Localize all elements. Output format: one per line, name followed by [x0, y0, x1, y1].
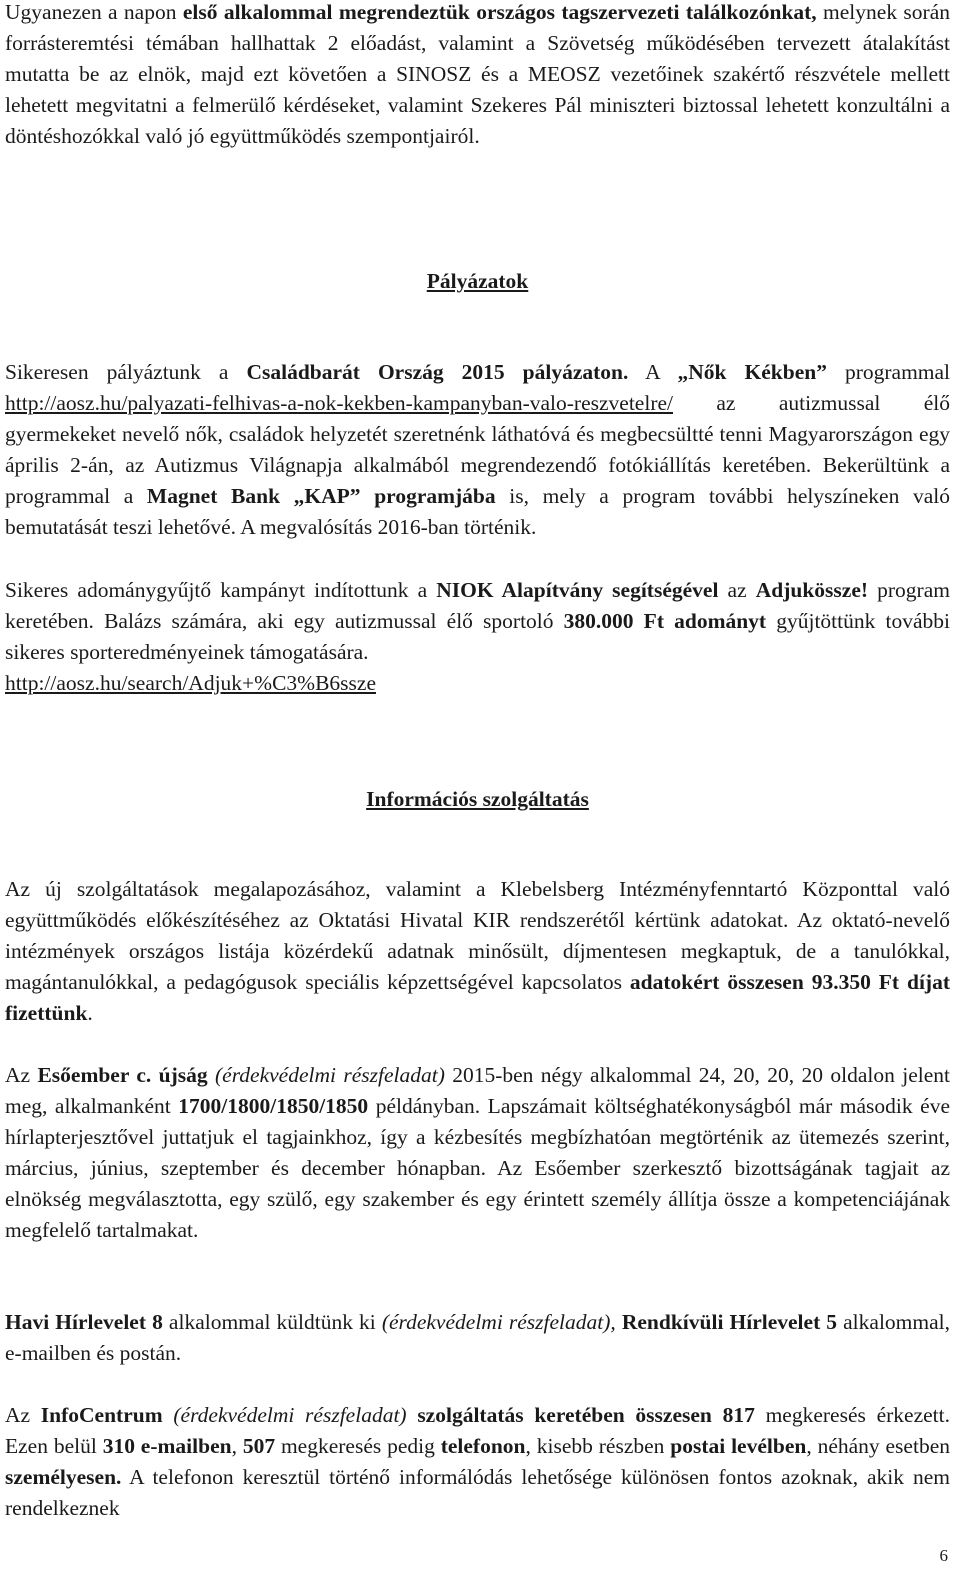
informacios-paragraph-2: [5, 1060, 950, 1246]
bold-span: 380.000 Ft adományt: [563, 609, 767, 633]
text-span: Az új szolgáltatások megalapozásához, valamint a Klebelsberg Intézményfenntartó Központtal való együttműködés előkészítéséhez az Oktatási Hivatal KIR rendszerétől kértünk adatokat. Az oktató-nevelő intézmények országos listája közérdekű adatnak minősült, díjmentesen megkaptuk, de a tanulókkal, magántanulókkal, a pedagógusok speciális képzettségével kapcsolatos: [5, 877, 950, 994]
bold-span: Esőember c. újság: [37, 1063, 208, 1087]
bold-span: Magnet Bank „KAP” programjába: [146, 484, 496, 508]
text-span: , kisebb részben: [525, 1434, 671, 1458]
text-span: az autizmussal élő gyermekeket nevelő nők, családok helyzetét szeretnénk láthatóvá és megbecsültté tenni Magyarországon egy április 2-án, az Autizmus Világnapja alkalmából megrendezendő fotókiállítás keretében. Bekerültünk a programmal a: [5, 391, 950, 508]
text-span: alkalommal küldtünk ki: [162, 1310, 382, 1334]
text-span: program keretében. Balázs számára, aki egy autizmussal élő sportoló: [5, 578, 950, 633]
text-span: 2015-ben négy alkalommal 24, 20, 20, 20 oldalon jelent meg, alkalmanként: [5, 1063, 950, 1118]
bold-span: 507: [242, 1434, 276, 1458]
page-number: 6: [939, 1546, 948, 1565]
italic-span: (érdekvédelmi részfeladat): [215, 1063, 445, 1087]
section-heading-informacios: Információs szolgáltatás: [366, 787, 589, 811]
palyazatok-paragraph-1: [5, 357, 950, 543]
text-span: A telefonon keresztül történő informálódás lehetősége különösen fontos azoknak, akik nem rendelkeznek: [5, 1465, 950, 1520]
bold-span: NIOK Alapítvány segítségével: [436, 578, 719, 602]
text-span: gyűjtöttünk további sikeres sporteredményeinek támogatására.: [5, 609, 950, 664]
bold-span: személyesen.: [5, 1465, 122, 1489]
text-span: .: [87, 1001, 93, 1025]
text-span: melynek során forrásteremtési témában hallhattak 2 előadást, valamint a Szövetség működésében tervezett átalakítást mutatta be az elnök, majd ezt követően a SINOSZ és a MEOSZ vezetőinek szakértő részvétele mellett lehetett megvitatni a felmerülő kérdéseket, valamint Szekeres Pál miniszteri biztossal lehetett konzultálni a döntéshozókkal való jó együttműködés szempontjairól.: [5, 0, 950, 148]
bold-span: „Nők Kékben”: [677, 360, 827, 384]
text-span: , néhány esetben: [806, 1434, 950, 1458]
informacios-paragraph-3: [5, 1307, 950, 1369]
text-span: A: [628, 360, 678, 384]
bold-span: telefonon: [440, 1434, 526, 1458]
bold-span: Rendkívüli Hírlevelet 5: [621, 1310, 838, 1334]
italic-span: (érdekvédelmi részfeladat),: [381, 1310, 616, 1334]
text-span: az: [718, 578, 756, 602]
bold-span: szolgáltatás keretében összesen 817: [417, 1403, 755, 1427]
bold-span: adatokért összesen 93.350 Ft díjat fizettünk: [5, 970, 950, 1025]
informacios-paragraph-1: [5, 874, 950, 1029]
text-span: ,: [231, 1434, 243, 1458]
text-span: Az: [5, 1403, 41, 1427]
text-span: megkeresés érkezett. Ezen belül: [5, 1403, 950, 1458]
text-span: alkalommal, e-mailben és postán.: [5, 1310, 951, 1365]
nok-kekben-link[interactable]: http://aosz.hu/palyazati-felhivas-a-nok-kekben-kampanyban-valo-reszvetelre/: [5, 391, 674, 415]
section-heading-palyazatok: Pályázatok: [426, 269, 529, 293]
text-span: Ugyanezen a napon: [5, 0, 183, 24]
text-span: megkeresés pedig: [275, 1434, 441, 1458]
text-span: Sikeres adománygyűjtő kampányt indítottunk a: [5, 578, 437, 602]
text-span: [208, 1063, 215, 1087]
bold-span: InfoCentrum: [40, 1403, 163, 1427]
text-span: [163, 1403, 174, 1427]
bold-span: 1700/1800/1850/1850: [178, 1094, 369, 1118]
bold-span: Havi Hírlevelet 8: [5, 1310, 163, 1334]
text-span: Az: [5, 1063, 38, 1087]
bold-span: postai levélben: [670, 1434, 807, 1458]
italic-span: (érdekvédelmi részfeladat): [173, 1403, 407, 1427]
text-span: Sikeresen pályáztunk a: [5, 360, 247, 384]
bold-span: első alkalommal megrendeztük országos tagszervezeti találkozónkat,: [182, 0, 817, 24]
intro-paragraph: [5, 0, 950, 152]
palyazatok-paragraph-2: [5, 575, 950, 699]
informacios-paragraph-4: [5, 1400, 950, 1524]
bold-span: Adjukössze!: [755, 578, 869, 602]
bold-span: 310 e-mailben: [102, 1434, 232, 1458]
text-span: példányban. Lapszámait költséghatékonyságból már második éve hírlapterjesztővel juttatjuk el tagjainkhoz, így a kézbesítés megbízhatóan megtörténik az ütemezés szerint, március, június, szeptember és december hónapban. Az Esőember szerkesztő bizottságának tagjait az elnökség megválasztotta, egy szülő, egy szakember és egy érintett személy állítja össze a kompetenciájának megfelelő tartalmakat.: [5, 1094, 950, 1242]
text-span: is, mely a program további helyszíneken való bemutatását teszi lehetővé. A megvalósítás 2016-ban történik.: [5, 484, 950, 539]
text-span: [407, 1403, 418, 1427]
text-span: programmal: [826, 360, 951, 384]
adjukossze-link[interactable]: http://aosz.hu/search/Adjuk+%C3%B6ssze: [5, 671, 376, 695]
bold-span: Családbarát Ország 2015 pályázaton.: [246, 360, 629, 384]
